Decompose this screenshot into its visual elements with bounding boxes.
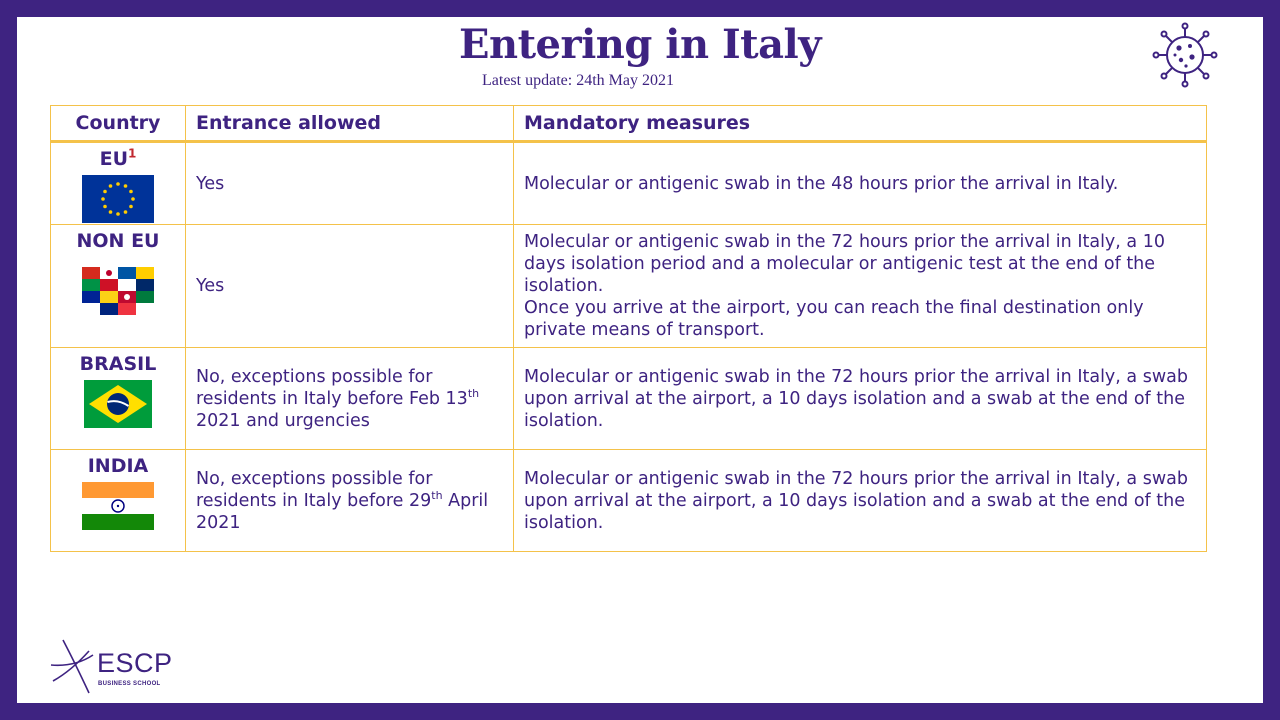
eu-star-icon (103, 190, 107, 194)
update-date: Latest update: 24th May 2021 (482, 72, 674, 89)
eu-star-icon (109, 184, 113, 188)
entrance-cell: Yes (186, 225, 514, 348)
measures-text-2: Once you arrive at the airport, you can reach the final destination only private means of transport. (524, 298, 1144, 340)
eu-star-icon (124, 184, 128, 188)
footnote-marker: 1 (128, 146, 137, 161)
logo-name: ESCP (97, 648, 173, 678)
slide (17, 17, 1263, 703)
col-header-country: Country (51, 106, 186, 142)
brazil-flag-icon (84, 380, 152, 428)
eu-star-icon (103, 205, 107, 209)
virus-icon (1152, 22, 1218, 88)
country-name: BRASIL (79, 353, 157, 375)
eu-star-icon (129, 205, 133, 209)
country-name: NON EU (76, 230, 160, 252)
logo-tagline: BUSINESS SCHOOL (98, 681, 161, 687)
col-header-entrance: Entrance allowed (186, 106, 514, 142)
eu-flag-icon (82, 175, 154, 223)
world-flags-icon (82, 267, 154, 315)
country-cell (51, 348, 186, 450)
entrance-cell: Yes (186, 142, 514, 225)
measures-cell: Molecular or antigenic swab in the 72 hours prior the arrival in Italy, a swab upon arrival at the airport, a 10 days isolation and a swab at the end of the isolation. (514, 348, 1207, 450)
country-cell (51, 142, 186, 225)
entrance-cell: No, exceptions possible for residents in Italy before Feb 13th 2021 and urgencies (186, 348, 514, 450)
page-title: Entering in Italy (459, 21, 821, 68)
eu-star-icon (124, 210, 128, 214)
table-row (51, 142, 1207, 225)
eu-star-icon (101, 197, 105, 201)
entry-rules-table (50, 105, 1207, 552)
table-row (51, 450, 1207, 552)
col-header-measures: Mandatory measures (514, 106, 1207, 142)
measures-cell: Molecular or antigenic swab in the 48 hours prior the arrival in Italy. (514, 142, 1207, 225)
table-row (51, 225, 1207, 348)
eu-star-icon (116, 182, 120, 186)
measures-cell (514, 225, 1207, 348)
country-cell (51, 450, 186, 552)
eu-star-icon (129, 190, 133, 194)
country-cell (51, 225, 186, 348)
measures-cell: Molecular or antigenic swab in the 72 hours prior the arrival in Italy, a swab upon arrival at the airport, a 10 days isolation and a swab at the end of the isolation. (514, 450, 1207, 552)
entrance-cell: No, exceptions possible for residents in Italy before 29th April 2021 (186, 450, 514, 552)
table-row (51, 348, 1207, 450)
country-name: INDIA (87, 455, 149, 477)
eu-star-icon (109, 210, 113, 214)
india-flag-icon (82, 482, 154, 530)
table-header-row (51, 106, 1207, 142)
eu-star-icon (131, 197, 135, 201)
country-name: $EU^1$ (99, 146, 137, 170)
eu-star-icon (116, 212, 120, 216)
measures-text: Molecular or antigenic swab in the 72 hours prior the arrival in Italy, a 10 days isolation period and a molecular or antigenic test at the end of the isolation. (524, 232, 1165, 296)
